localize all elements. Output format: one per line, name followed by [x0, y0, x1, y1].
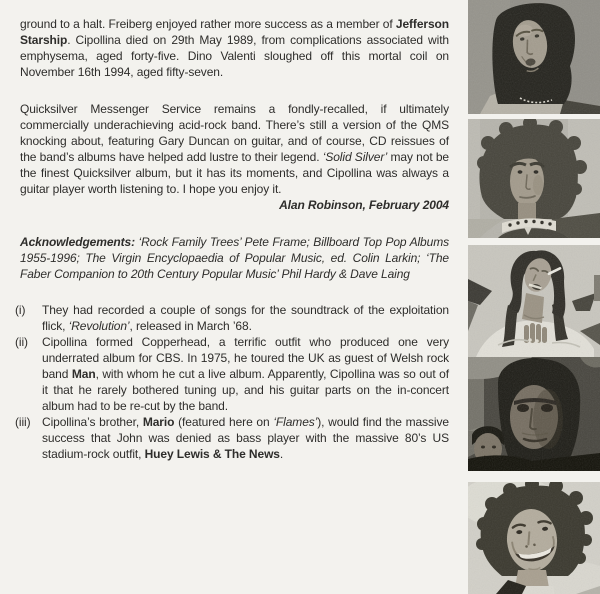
footnote-i-marker: (i): [15, 303, 26, 317]
footnote-iii-text: Cipollina’s brother, Mario (featured here on ‘Flames’), would find the massive success that John was denied as bass player with the massive 80’s US stadium-rock outfit, Huey Lewis & The News.: [42, 415, 449, 461]
paragraph-legacy: Quicksilver Messenger Service remains a fondly-recalled, if ultimately commercially underachieving acid-rock band. There’s still a version of the QMS knocking about, featuring Gary Duncan on guitar, and of course, CD reissues of the band’s albums have helped add lustre to their legend. ‘Solid Silver’ may not be the finest Quicksilver album, but it has its moments, and Cipollina was always a guitar player worth listening to. I hope you enjoy it.: [20, 102, 450, 196]
footnote-iii-marker: (iii): [15, 415, 31, 429]
footnote-iii: [15, 414, 449, 462]
footnote-i: [15, 302, 449, 334]
photo-head-back-cigarette: [468, 245, 600, 357]
photo-curly-hair-choker: [468, 119, 600, 238]
liner-notes-text: [15, 16, 450, 462]
footnote-i-text: They had recorded a couple of songs for the soundtrack of the exploitation flick, ‘Revolution’, released in March ’68.: [42, 303, 449, 333]
paragraph-deaths: ground to a halt. Freiberg enjoyed rather more success as a member of Jefferson Starship. Cipollina died on 29th May 1989, from complications associated with emphysema, aged forty-five. Dino Valenti sloughed off this mortal coil on November 16th 1994, aged fifty-seven.: [20, 17, 449, 79]
photo-strip: [468, 0, 600, 594]
photo-long-hair-looking-up: [468, 0, 600, 114]
photo-dark-face-closeup: [468, 357, 600, 471]
footnote-ii: [15, 334, 449, 414]
footnote-ii-text: Cipollina formed Copperhead, a terrific outfit who produced one very underrated album for CBS. In 1975, he toured the UK as guest of Welsh rock band Man, with whom he cut a live album. Apparently, Cipollina was so out of it that he rarely bothered tuning up, and his guitar parts on the in-concert album had to be re-cut by the band.: [42, 335, 449, 413]
byline: Alan Robinson, February 2004: [279, 198, 449, 212]
footnote-ii-marker: (ii): [15, 335, 28, 349]
photo-smiling-curly-hair: [468, 482, 600, 594]
footnotes: [15, 302, 449, 462]
acknowledgements: Acknowledgements: ‘Rock Family Trees’ Pete Frame; Billboard Top Pop Albums 1955-1996; The Virgin Encyclopaedia of Popular Music, ed. Colin Larkin; ‘The Faber Companion to 20th Century Popular Music’ Phil Hardy & Dave Laing: [20, 235, 449, 281]
